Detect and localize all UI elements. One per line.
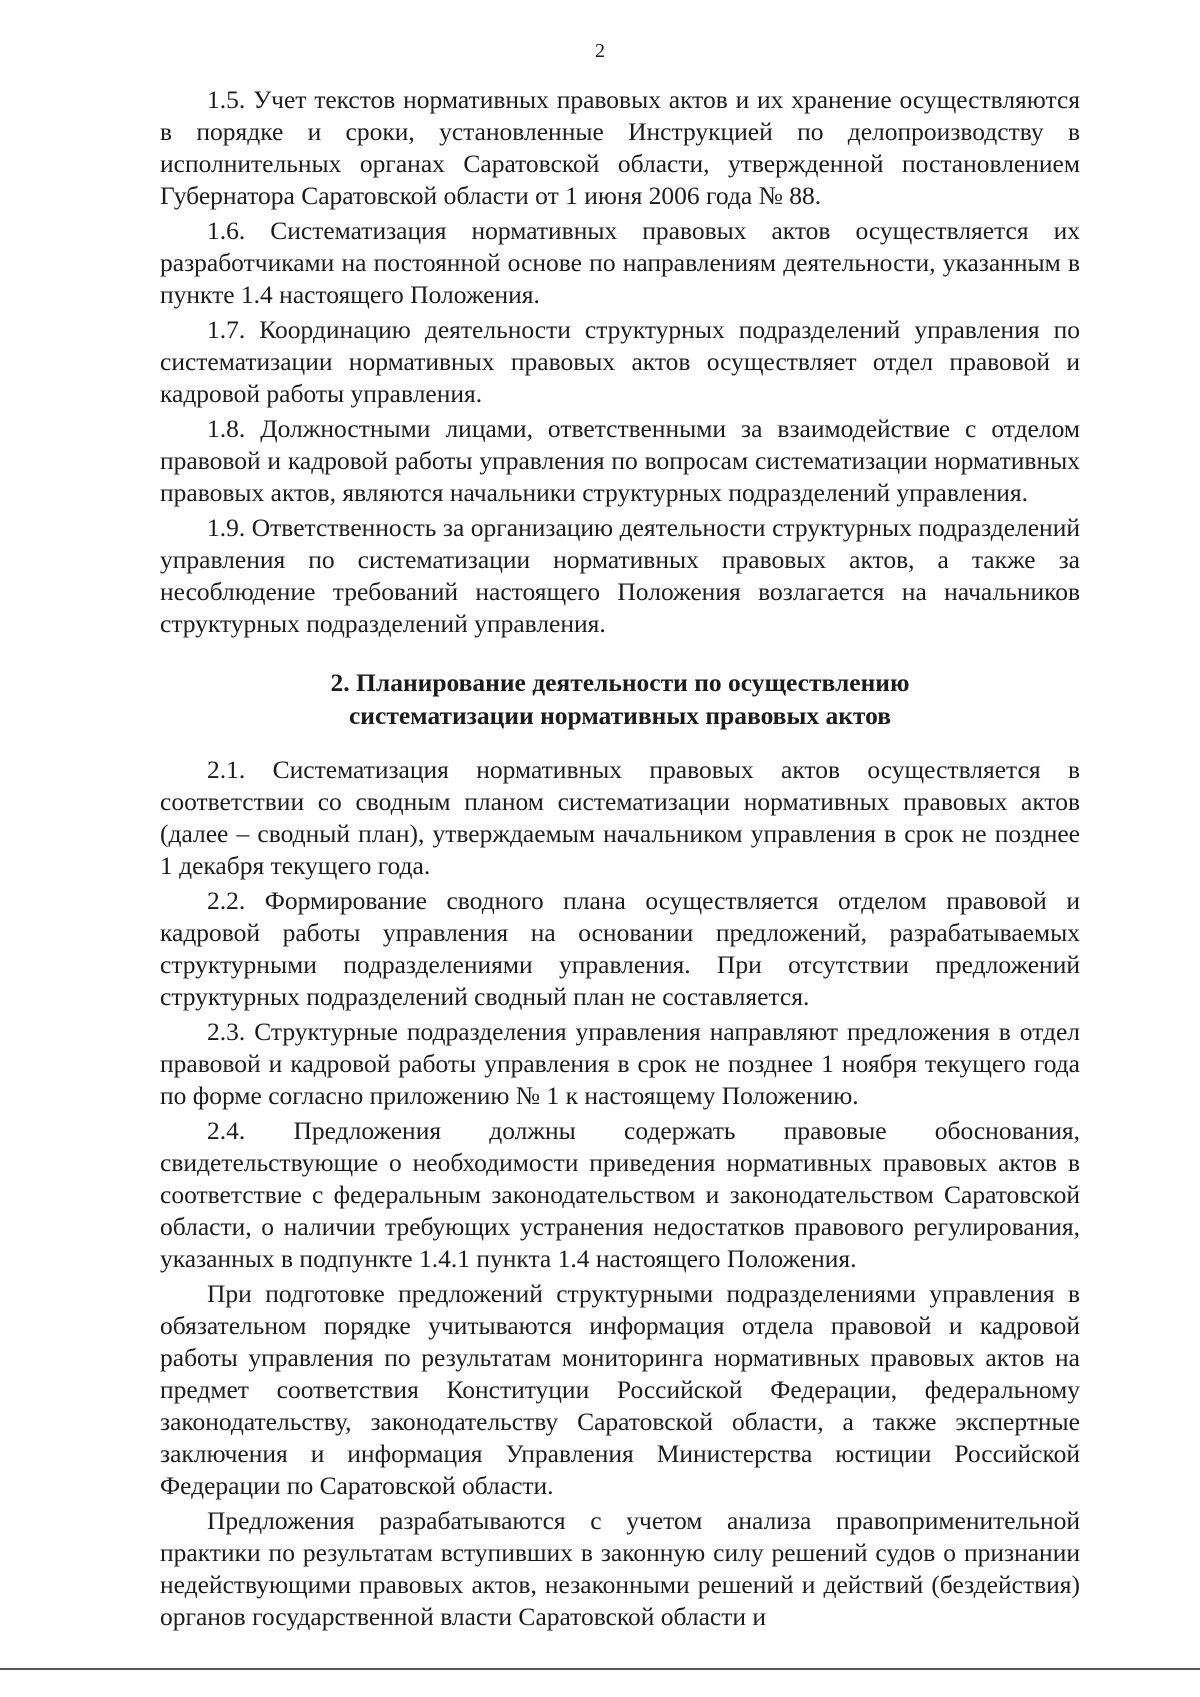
paragraph-2-4-note-1: При подготовке предложений структурными подразделениями управления в обязательном порядке учитываются информация отдела правовой и кадровой работы управления по результатам мониторинга нормативных правовых актов на предмет соответствия Конституции Российской Федерации, федеральному законодательству, законодательству Саратовской области, а также экспертные заключения и информация Управления Министерства юстиции Российской Федерации по Саратовской области. [160,1279,1080,1500]
paragraph-2-4-note-2: Предложения разрабатываются с учетом анализа правоприменительной практики по результатам вступивших в законную силу решений судов о признании недействующими правовых актов, незаконными решений и действий (бездействия) органов государственной власти Саратовской области и [160,1506,1080,1631]
paragraph-1-6: 1.6. Систематизация нормативных правовых актов осуществляется их разработчиками на постоянной основе по направлениям деятельности, указанным в пункте 1.4 настоящего Положения. [160,216,1080,309]
bottom-scan-edge [0,1668,1200,1670]
page-number: 2 [595,40,605,62]
paragraph-1-5: 1.5. Учет текстов нормативных правовых актов и их хранение осуществляются в порядке и сроки, установленные Инструкцией по делопроизводству в исполнительных органах Саратовской области, утвержденной постановлением Губернатора Саратовской области от 1 июня 2006 года № 88. [160,85,1080,210]
section-2-heading-line-1: 2. Планирование деятельности по осуществлению [330,668,910,697]
paragraph-1-7: 1.7. Координацию деятельности структурных подразделений управления по систематизации нормативных правовых актов осуществляет отдел правовой и кадровой работы управления. [160,315,1080,408]
paragraph-2-3: 2.3. Структурные подразделения управления направляют предложения в отдел правовой и кадровой работы управления в срок не позднее 1 ноября текущего года по форме согласно приложению № 1 к настоящему Положению. [160,1017,1080,1110]
paragraph-2-2: 2.2. Формирование сводного плана осуществляется отделом правовой и кадровой работы управления на основании предложений, разрабатываемых структурными подразделениями управления. При отсутствии предложений структурных подразделений сводный план не составляется. [160,886,1080,1011]
paragraph-2-1: 2.1. Систематизация нормативных правовых актов осуществляется в соответствии со сводным планом систематизации нормативных правовых актов (далее – сводный план), утверждаемым начальником управления в срок не позднее 1 декабря текущего года. [160,755,1080,880]
document-body [160,84,1080,1636]
section-2-heading [160,666,1080,732]
section-2-heading-line-2: систематизации нормативных правовых актов [348,701,892,730]
paragraph-1-8: 1.8. Должностными лицами, ответственными за взаимодействие с отделом правовой и кадровой работы управления по вопросам систематизации нормативных правовых актов, являются начальники структурных подразделений управления. [160,414,1080,507]
paragraph-1-9: 1.9. Ответственность за организацию деятельности структурных подразделений управления по систематизации нормативных правовых актов, а также за несоблюдение требований настоящего Положения возлагается на начальников структурных подразделений управления. [160,513,1080,638]
paragraph-2-4: 2.4. Предложения должны содержать правовые обоснования, свидетельствующие о необходимости приведения нормативных правовых актов в соответствие с федеральным законодательством и законодательством Саратовской области, о наличии требующих устранения недостатков правового регулирования, указанных в подпункте 1.4.1 пункта 1.4 настоящего Положения. [160,1116,1080,1273]
